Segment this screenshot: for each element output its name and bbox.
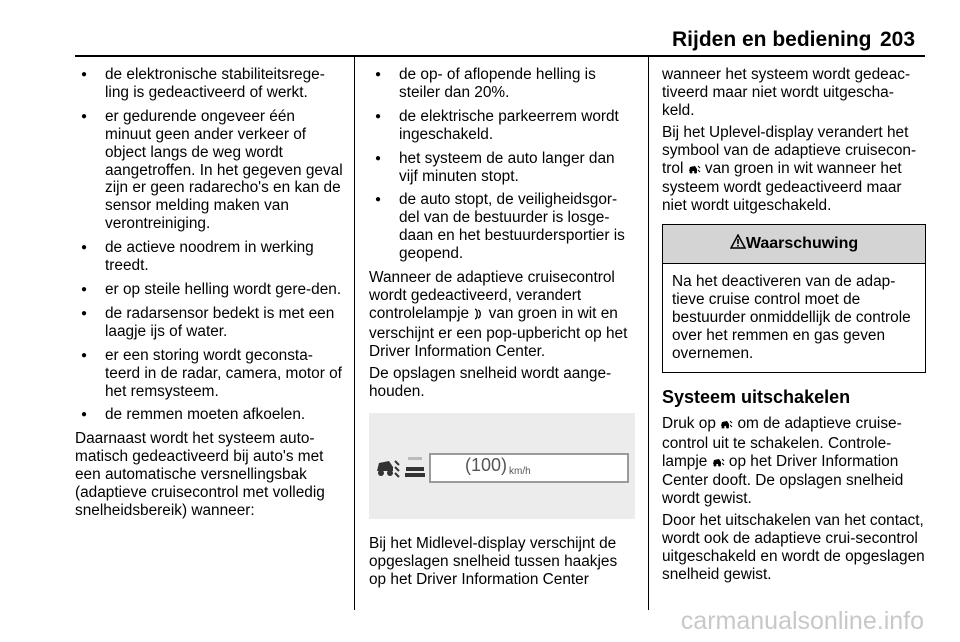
- column-divider: [354, 57, 355, 610]
- header-rule: [75, 55, 925, 57]
- paragraph: Daarnaast wordt het systeem auto-matisch gedeactiveerd bij auto's met een automatische versnellingsbak (adaptieve cruisecontrol met volledig snelheidsbereik) wanneer:: [75, 430, 325, 519]
- column-divider: [648, 57, 649, 610]
- list-item: ● de elektrische parkeerrem wordt ingeschakeld.: [369, 108, 635, 144]
- warning-text: Na het deactiveren van de adap-tieve cruise control moet de bestuurder onmiddellijk de controle over het remmen en gas geven overnemen.: [672, 273, 911, 362]
- paragraph-text: om de adaptieve cruise-control uit te schakelen. Controle-lampje: [662, 414, 902, 470]
- paragraph-text: van groen in wit en verschijnt er een pop-upbericht op het Driver Information Center.: [369, 304, 628, 360]
- list-item: ● er een storing wordt geconsta-teerd in de radar, camera, motor of het remsysteem.: [75, 347, 345, 401]
- bullet-list: [75, 66, 345, 424]
- warning-header: [663, 225, 925, 264]
- paragraph: wanneer het systeem wordt gedeac-tiveerd maar niet wordt uitgescha-keld.: [662, 66, 911, 119]
- column-1: [75, 66, 345, 524]
- section-heading: Systeem uitschakelen: [662, 386, 851, 407]
- paragraph-text: Druk op: [662, 414, 721, 432]
- driver-information-display-image: [369, 413, 635, 519]
- column-3: [662, 66, 926, 588]
- paragraph: [369, 269, 635, 361]
- distance-bars-icon: [405, 455, 427, 482]
- list-item: ● de op- of aflopende helling is steiler dan 20%.: [369, 66, 635, 102]
- list-item: ● de elektronische stabiliteitsrege-ling is gedeactiveerd of werkt.: [75, 66, 345, 102]
- adaptive-cruise-car-icon: [712, 455, 725, 473]
- adaptive-cruise-car-icon: [720, 417, 733, 435]
- warning-box: [662, 224, 926, 373]
- page-number: 203: [880, 28, 916, 51]
- watermark: carmanualsonline.info: [680, 607, 924, 635]
- list-item: ● de remmen moeten afkoelen.: [75, 406, 345, 424]
- bullet-list: [369, 66, 635, 263]
- section-title-header: Rijden en bediening: [672, 28, 872, 51]
- paragraph: [662, 415, 926, 509]
- list-item: ● de auto stopt, de veiligheidsgor-del van de bestuurder is losge-daan en het bestuurdersportier is geopend.: [369, 191, 635, 263]
- paragraph-text: Bij het Uplevel-display verandert het symbool van de adaptieve cruisecon-trol: [662, 123, 917, 177]
- stored-speed-value: (100): [465, 455, 508, 476]
- column-2: [369, 66, 635, 593]
- paragraph-text: Wanneer de adaptieve cruisecontrol wordt gedeactiveerd, verandert controlelampje: [369, 269, 615, 322]
- adaptive-cruise-car-icon: [688, 162, 701, 180]
- paragraph: De opslagen snelheid wordt aange-houden.: [369, 364, 612, 400]
- paragraph: [662, 124, 926, 216]
- adaptive-cruise-car-icon: [375, 455, 401, 484]
- speed-unit: km/h: [509, 466, 531, 478]
- paragraph: Bij het Midlevel-display verschijnt de opgeslagen snelheid tussen haakjes op het Driver Information Center: [369, 535, 618, 589]
- cruise-control-indicator-icon: [473, 307, 484, 325]
- list-item: ● er op steile helling wordt gere-den.: [75, 281, 345, 299]
- paragraph: Door het uitschakelen van het contact, wordt ook de adaptieve crui-secontrol uitgeschakeld en wordt de opgeslagen snelheid gewist.: [662, 512, 925, 583]
- paragraph-text: op het Driver Information Center dooft. De opslagen snelheid wordt gewist.: [662, 452, 904, 508]
- list-item: ● de radarsensor bedekt is met een laagje ijs of water.: [75, 305, 345, 341]
- list-item: ● er gedurende ongeveer één minuut geen ander verkeer of object langs de weg wordt aangetroffen. In het gegeven geval zijn er geen radarecho's en kan de sensor melding maken van verontreiniging.: [75, 108, 345, 233]
- list-item: ● de actieve noodrem in werking treedt.: [75, 239, 345, 275]
- list-item: ● het systeem de auto langer dan vijf minuten stopt.: [369, 150, 635, 186]
- paragraph-text: van groen in wit wanneer het systeem wordt gedeactiveerd maar niet wordt uitgeschakeld.: [662, 159, 902, 215]
- warning-icon: [730, 234, 746, 254]
- warning-title: Waarschuwing: [745, 235, 859, 253]
